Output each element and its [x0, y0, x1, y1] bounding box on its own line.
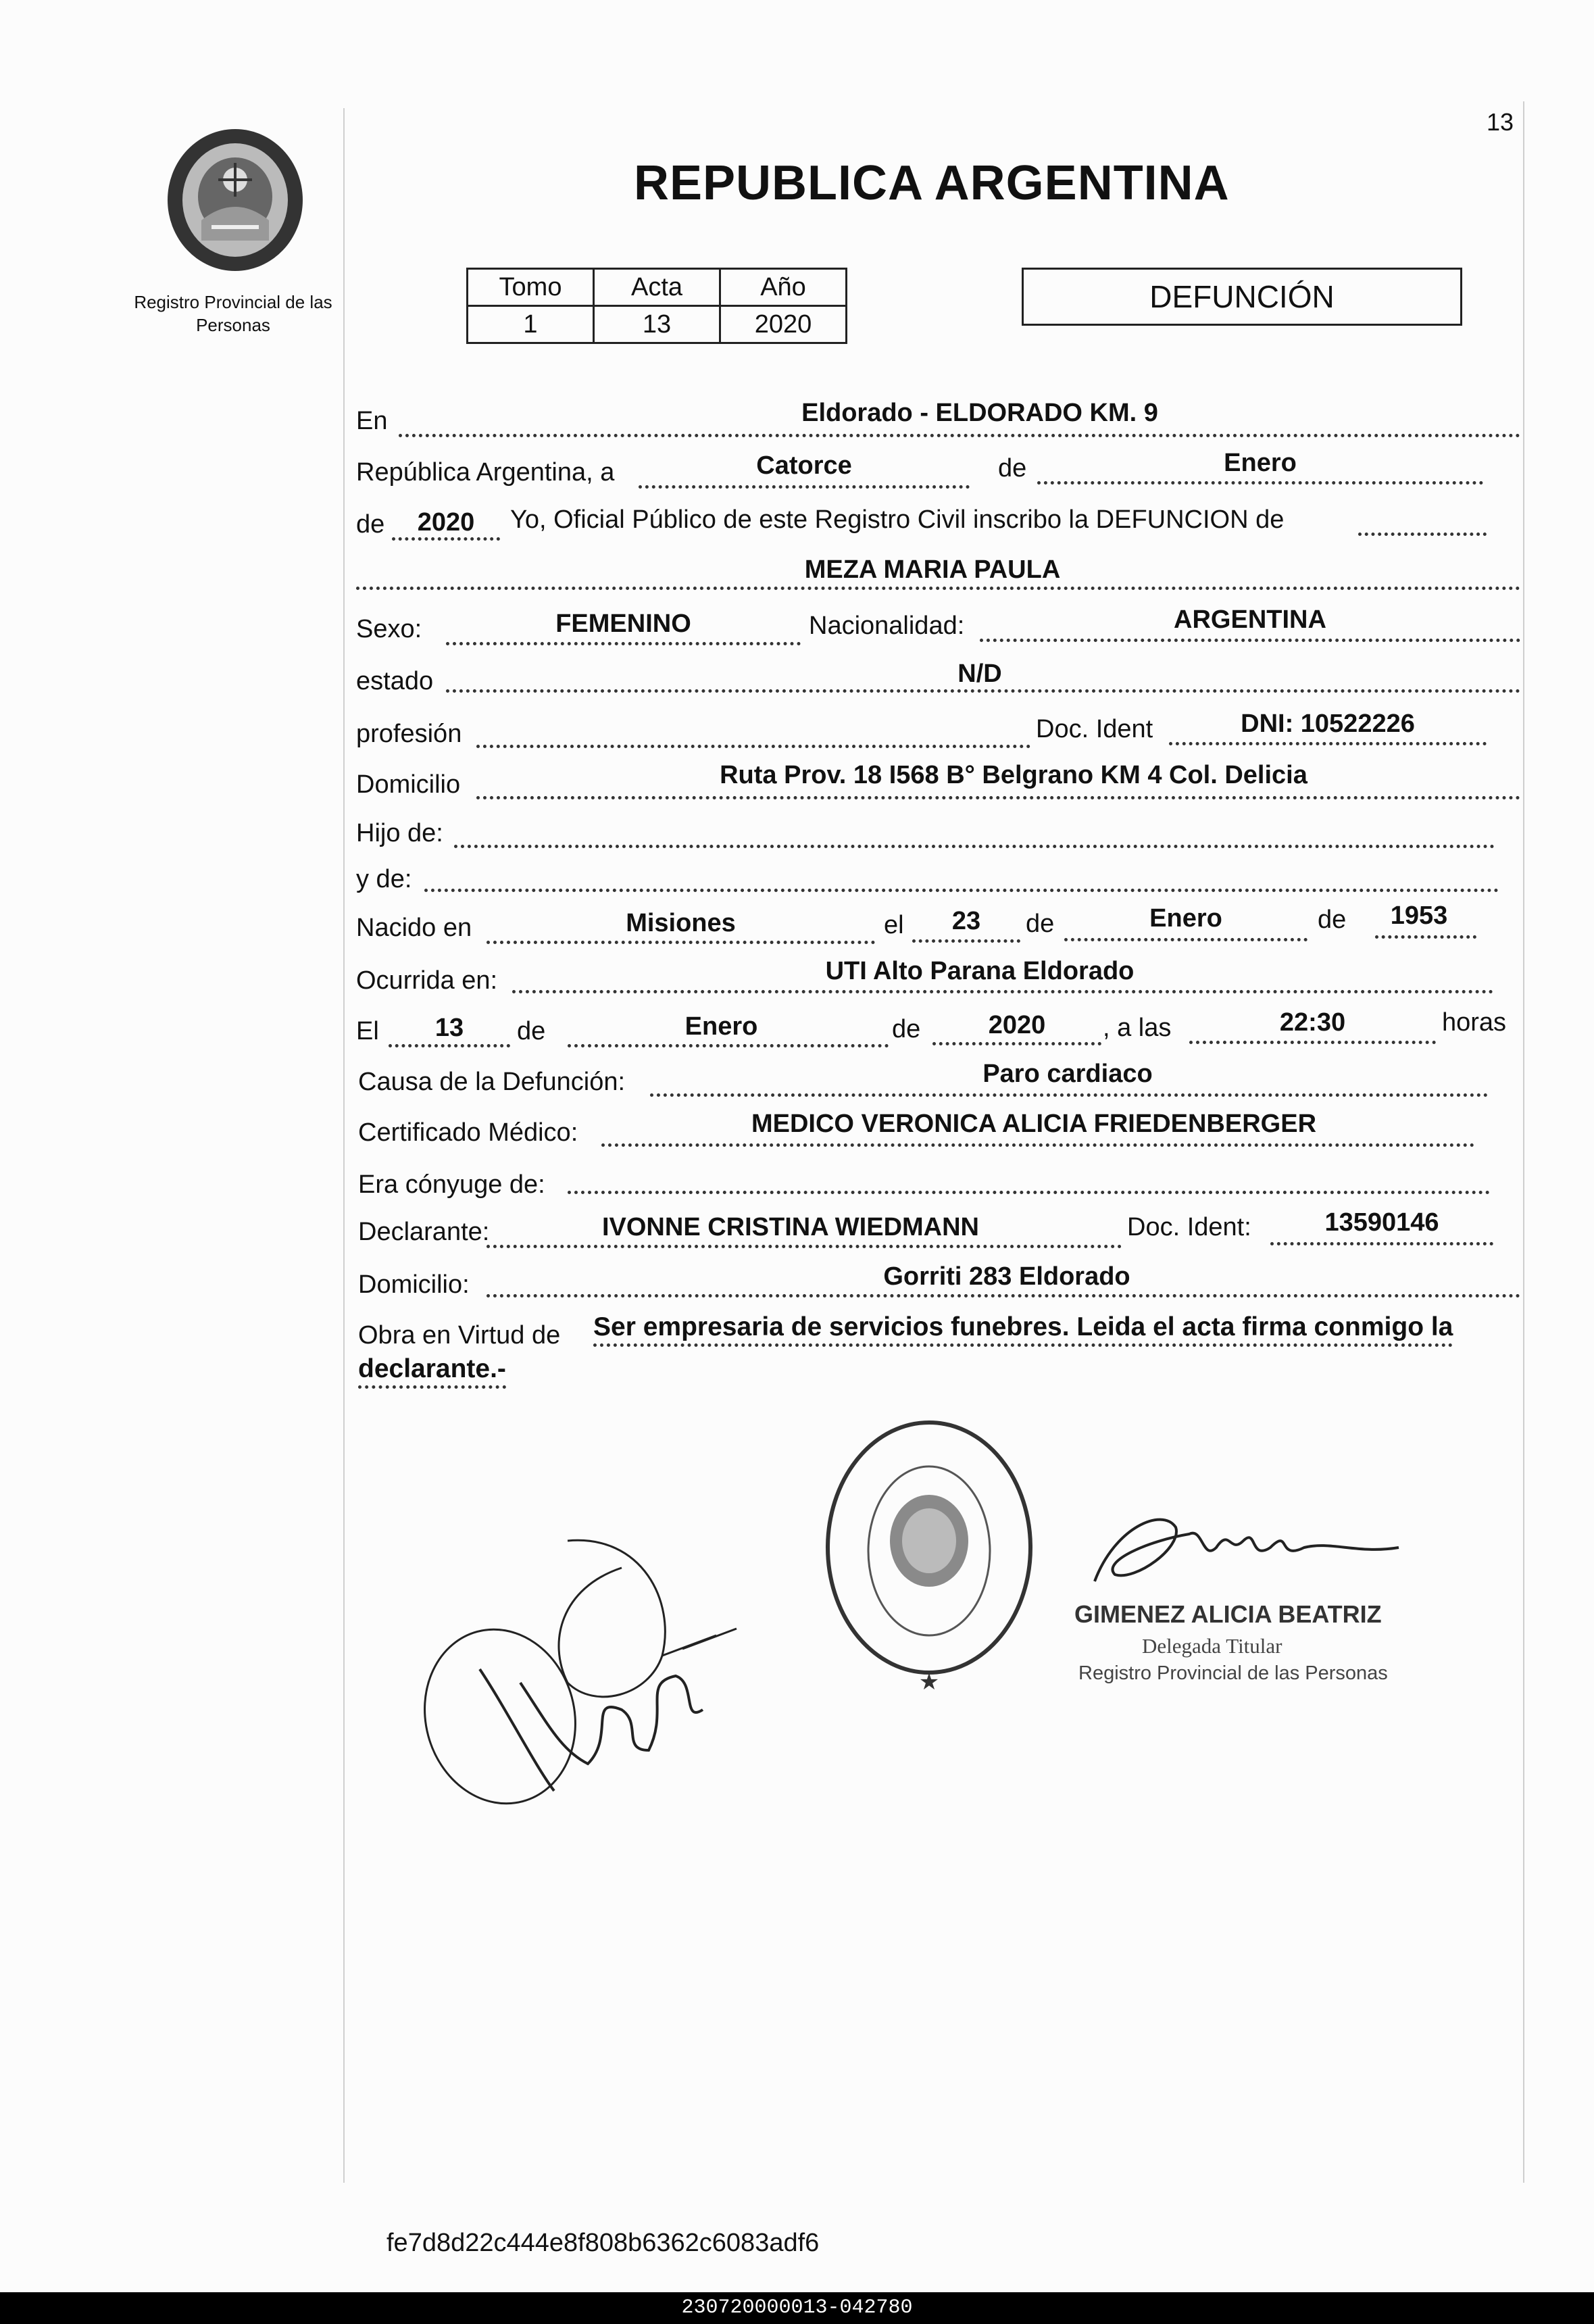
- dotted-line: [568, 1191, 1490, 1194]
- left-margin-line: [343, 108, 345, 2183]
- de-label: de: [998, 454, 1027, 483]
- el2-label: El: [356, 1017, 379, 1045]
- dotted-line: [389, 1044, 510, 1047]
- ocurrida-label: Ocurrida en:: [356, 966, 498, 995]
- official-office: Registro Provincial de las Personas: [1078, 1662, 1388, 1684]
- doc-ident-value: DNI: 10522226: [1241, 710, 1415, 738]
- de3-label: de: [1026, 910, 1055, 938]
- estado-label: estado: [356, 667, 434, 695]
- dotted-line: [639, 485, 970, 489]
- month-value: Enero: [1224, 449, 1297, 477]
- horas-label: horas: [1442, 1008, 1507, 1037]
- doc2-label: Doc. Ident:: [1127, 1213, 1251, 1241]
- dotted-line: [980, 639, 1520, 642]
- yo-label: Yo, Oficial Público de este Registro Civil inscribo la DEFUNCION de: [510, 505, 1285, 534]
- dotted-line: [424, 889, 1499, 892]
- right-margin-line: [1523, 101, 1524, 2183]
- sexo-label: Sexo:: [356, 615, 422, 643]
- republica-label: República Argentina, a: [356, 458, 615, 487]
- official-stamp: [807, 1406, 1051, 1703]
- nacido-label: Nacido en: [356, 914, 472, 942]
- y-de-label: y de:: [356, 865, 412, 893]
- en-label: En: [356, 407, 388, 435]
- svg-text:★: ★: [918, 1669, 940, 1695]
- dotted-line: [392, 537, 500, 541]
- declarant-address-value: Gorriti 283 Eldorado: [883, 1262, 1130, 1291]
- dotted-line: [1037, 481, 1483, 485]
- medical-certificate-value: MEDICO VERONICA ALICIA FRIEDENBERGER: [751, 1110, 1317, 1138]
- address-value: Ruta Prov. 18 I568 B° Belgrano KM 4 Col. Delicia: [720, 761, 1307, 789]
- dotted-line: [1375, 935, 1476, 939]
- death-year-value: 2020: [988, 1011, 1046, 1039]
- birth-place-value: Misiones: [626, 909, 736, 937]
- de5-label: de: [517, 1017, 546, 1045]
- de4-label: de: [1318, 906, 1347, 934]
- declarant-signature: [419, 1507, 757, 1825]
- document-hash: fe7d8d22c444e8f808b6362c6083adf6: [387, 2229, 820, 2257]
- dotted-line: [1358, 533, 1487, 536]
- profesion-label: profesión: [356, 720, 462, 748]
- dotted-line: [487, 1245, 1122, 1248]
- value-tomo: 1: [468, 306, 594, 343]
- year-value: 2020: [417, 508, 475, 537]
- dotted-line: [446, 642, 801, 645]
- certificado-label: Certificado Médico:: [358, 1118, 578, 1147]
- page-title: REPUBLICA ARGENTINA: [634, 156, 1230, 210]
- dotted-line: [1189, 1041, 1436, 1044]
- nacionalidad-label: Nacionalidad:: [809, 612, 965, 640]
- dotted-line: [356, 587, 1520, 590]
- civil-status-value: N/D: [957, 660, 1002, 688]
- header-anio: Año: [720, 269, 847, 306]
- de2-label: de: [356, 510, 385, 539]
- registry-caption: Registro Provincial de las Personas: [134, 292, 332, 335]
- hijo-label: Hijo de:: [356, 819, 443, 847]
- death-place-value: UTI Alto Parana Eldorado: [825, 957, 1135, 985]
- day-text-value: Catorce: [756, 451, 852, 480]
- dotted-line: [476, 745, 1030, 748]
- birth-month-value: Enero: [1149, 904, 1222, 933]
- obra-label: Obra en Virtud de: [358, 1321, 561, 1350]
- reason-line-1: Ser empresaria de servicios funebres. Leida el acta firma conmigo la: [593, 1312, 1453, 1347]
- death-month-value: Enero: [684, 1012, 758, 1041]
- causa-label: Causa de la Defunción:: [358, 1068, 626, 1096]
- dotted-line: [487, 1294, 1520, 1297]
- dotted-line: [601, 1143, 1474, 1147]
- sex-value: FEMENINO: [555, 610, 691, 638]
- page-number: 13: [1487, 108, 1514, 136]
- dotted-line: [454, 845, 1495, 848]
- dotted-line: [512, 990, 1493, 993]
- cause-of-death-value: Paro cardiaco: [982, 1060, 1153, 1088]
- value-anio: 2020: [720, 306, 847, 343]
- value-acta: 13: [594, 306, 720, 343]
- dotted-line: [912, 939, 1020, 943]
- birth-year-value: 1953: [1390, 901, 1448, 930]
- official-name: GIMENEZ ALICIA BEATRIZ: [1074, 1600, 1382, 1628]
- official-signature: [1074, 1500, 1412, 1588]
- declarant-doc-value: 13590146: [1324, 1208, 1439, 1237]
- reason-line-2: declarante.-: [358, 1354, 506, 1389]
- province-seal-logo: [161, 126, 309, 274]
- footer-code: 230720000013-042780: [0, 2292, 1594, 2324]
- dotted-line: [1270, 1242, 1493, 1245]
- el-label: el: [884, 911, 904, 939]
- dotted-line: [1064, 938, 1307, 941]
- dotted-line: [487, 941, 875, 944]
- dotted-line: [446, 689, 1520, 693]
- header-tomo: Tomo: [468, 269, 594, 306]
- conyuge-label: Era cónyuge de:: [358, 1170, 545, 1199]
- dotted-line: [568, 1044, 889, 1047]
- dotted-line: [476, 796, 1520, 799]
- death-hour-value: 22:30: [1279, 1008, 1346, 1037]
- dotted-line: [650, 1093, 1488, 1097]
- dotted-line: [399, 434, 1520, 437]
- official-role: Delegada Titular: [1142, 1634, 1282, 1658]
- domicilio2-label: Domicilio:: [358, 1270, 470, 1299]
- document-type-box: DEFUNCIÓN: [1022, 268, 1462, 326]
- doc-ident-label: Doc. Ident: [1036, 715, 1153, 743]
- header-acta: Acta: [594, 269, 720, 306]
- a-las-label: , a las: [1103, 1014, 1172, 1042]
- death-day-value: 13: [434, 1014, 464, 1042]
- birth-day-value: 23: [951, 907, 981, 935]
- declarant-value: IVONNE CRISTINA WIEDMANN: [601, 1213, 980, 1241]
- domicilio-label: Domicilio: [356, 770, 461, 799]
- declarante-label: Declarante:: [358, 1218, 490, 1246]
- reference-table: [466, 268, 847, 344]
- deceased-name: MEZA MARIA PAULA: [804, 555, 1061, 584]
- dotted-line: [932, 1042, 1101, 1045]
- de6-label: de: [892, 1015, 921, 1043]
- place-value: Eldorado - ELDORADO KM. 9: [801, 399, 1158, 427]
- dotted-line: [1169, 742, 1487, 745]
- nationality-value: ARGENTINA: [1174, 605, 1326, 634]
